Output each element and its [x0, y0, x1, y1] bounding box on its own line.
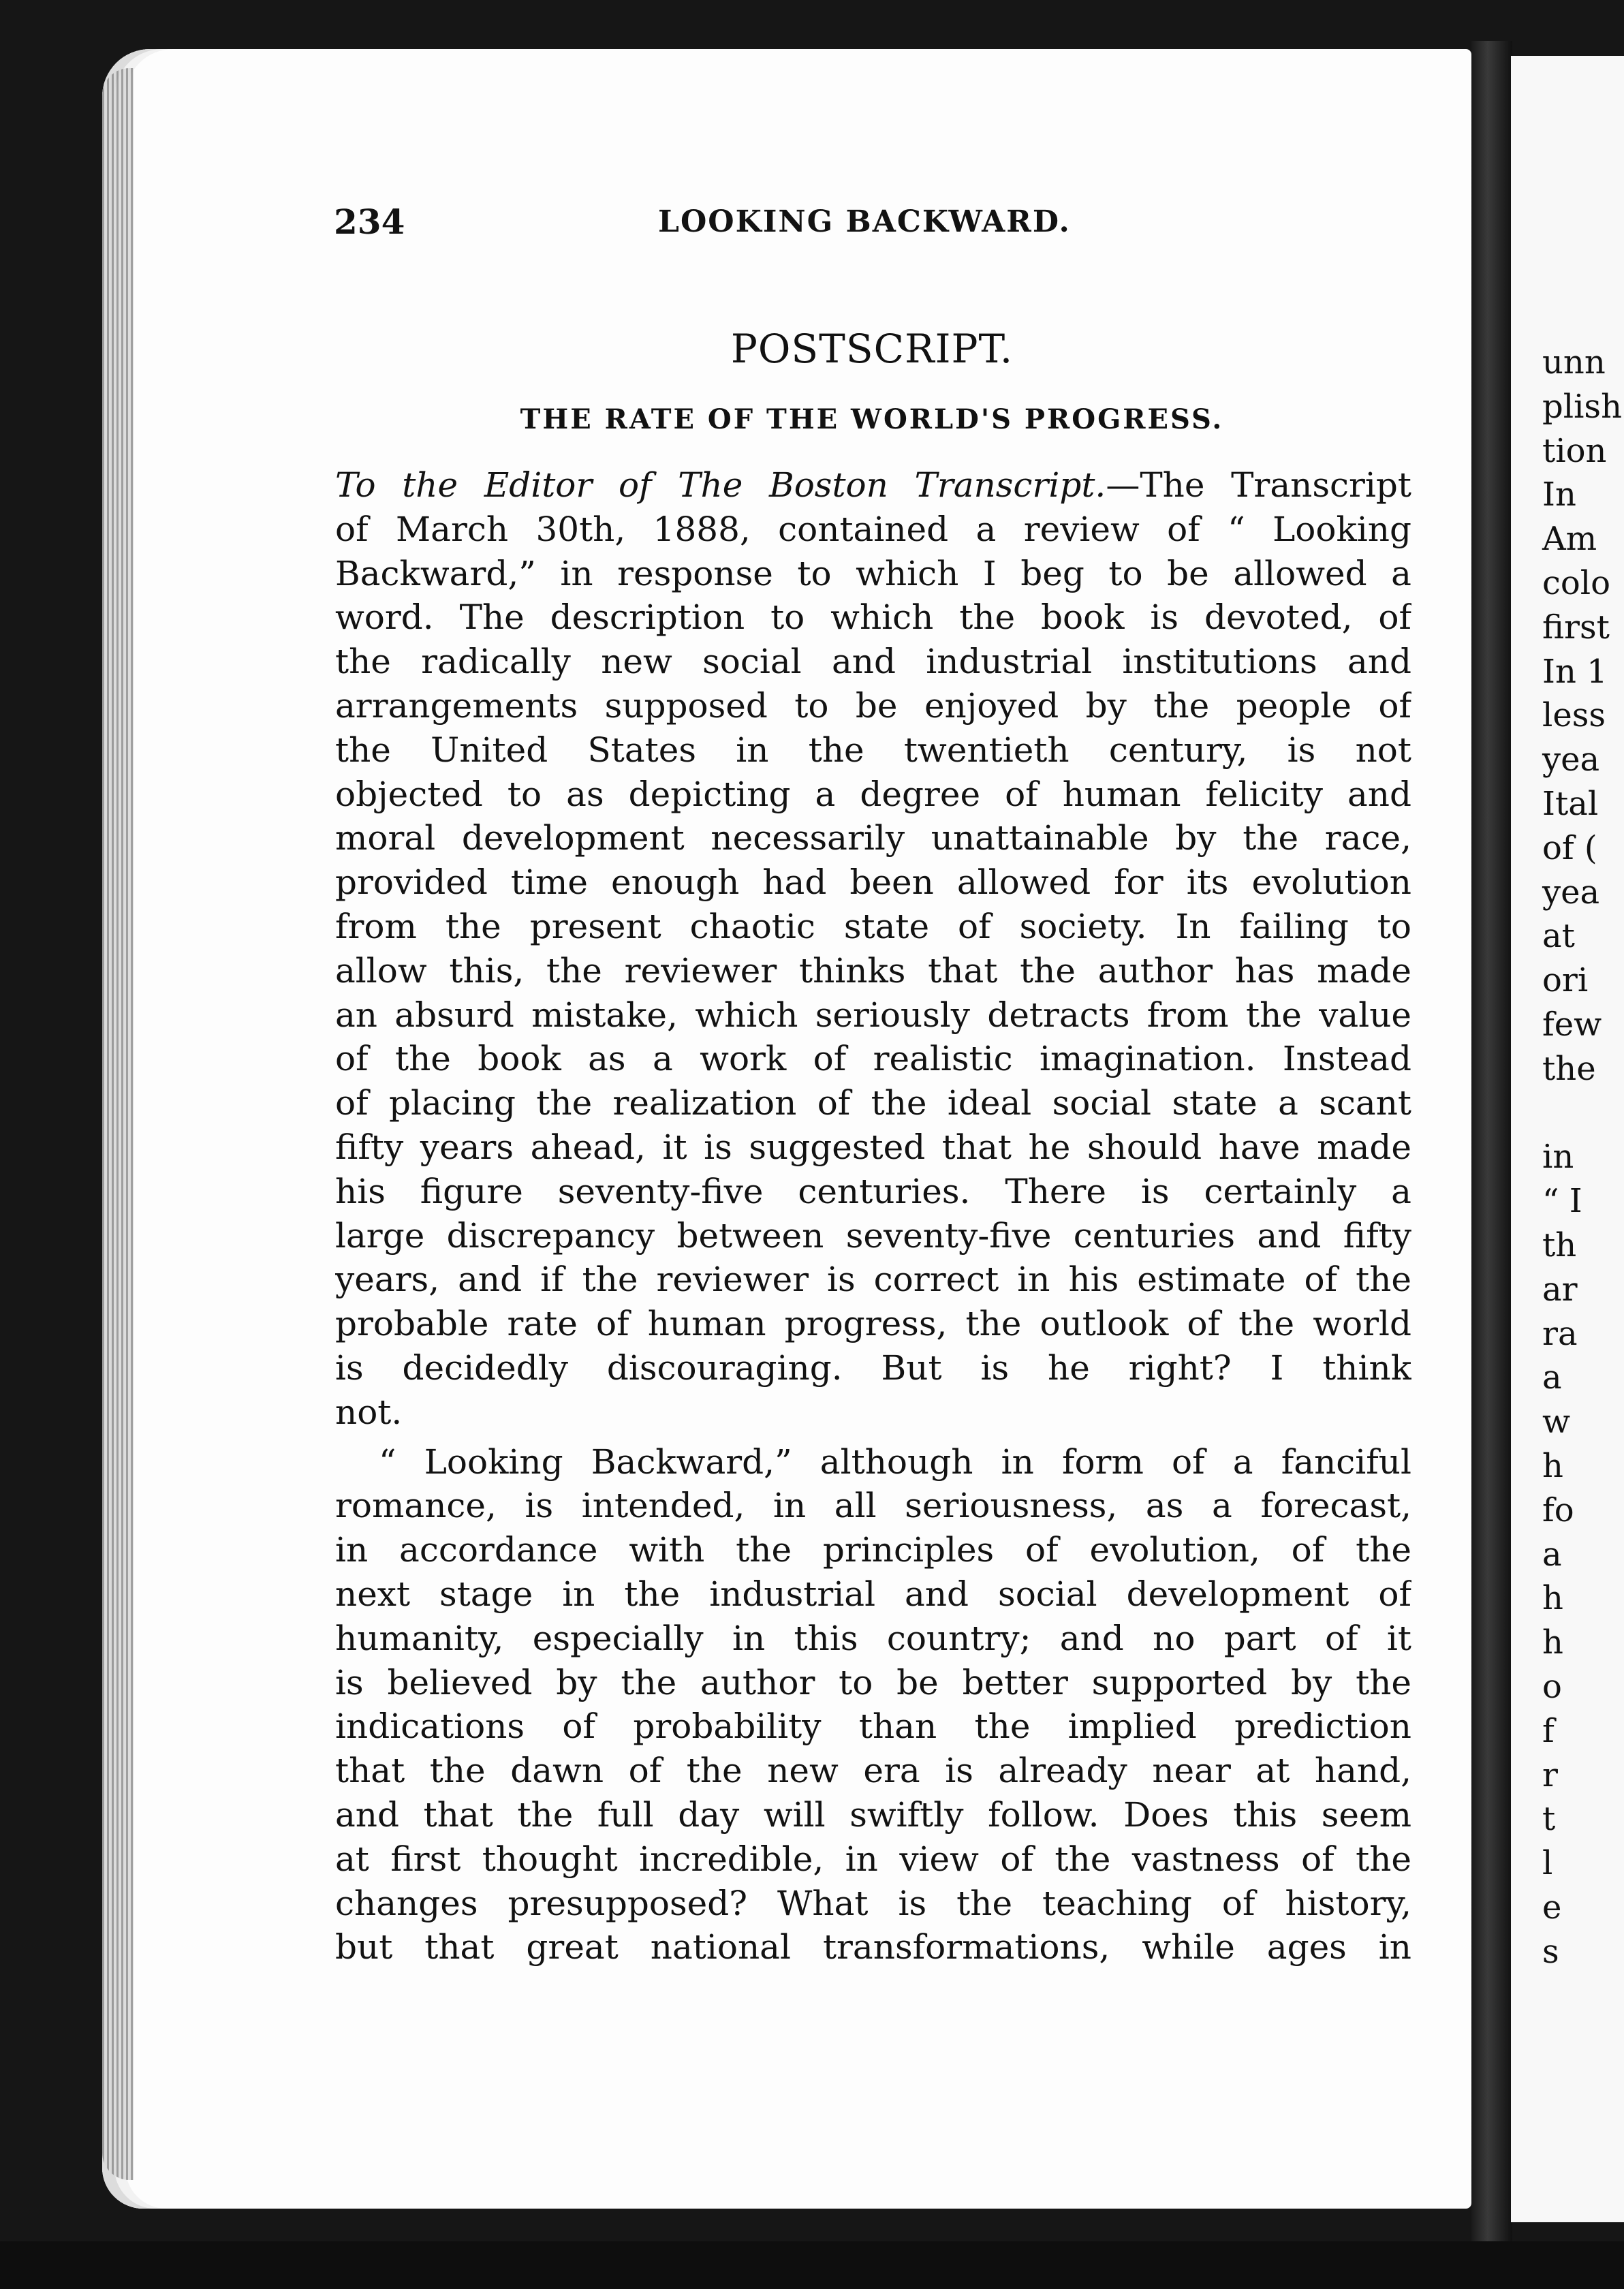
facing-page-line: fo: [1542, 1491, 1574, 1529]
section-subtitle: THE RATE OF THE WORLD'S PROGRESS.: [520, 403, 1224, 435]
facing-page-line: of (: [1542, 828, 1597, 867]
text-line: romance, is intended, in all seriousness, as a forecast,: [335, 1486, 1411, 1526]
facing-page-line: tion: [1542, 431, 1607, 470]
facing-page-line: s: [1542, 1932, 1559, 1971]
text-line: word. The description to which the book is devoted, of: [335, 597, 1411, 638]
facing-page-line: f: [1542, 1711, 1555, 1750]
facing-page: [1511, 56, 1624, 2222]
text-line: indications of probability than the implied prediction: [335, 1707, 1411, 1747]
text-line: allow this, the reviewer thinks that the author has made: [335, 950, 1411, 991]
text-line: but that great national transformations, while ages in: [335, 1927, 1411, 1967]
facing-page-text: [1542, 341, 1622, 1974]
facing-page-line: a: [1542, 1535, 1562, 1574]
salutation: To the Editor of The Boston Transcript.: [335, 465, 1106, 505]
text-line-rest: —The Transcript: [1106, 465, 1411, 505]
text-line: changes presupposed? What is the teaching of history,: [335, 1883, 1411, 1923]
book-gutter: [1471, 41, 1512, 2248]
body-text: [335, 463, 1411, 1969]
text-line: of placing the realization of the ideal social state a scant: [335, 1083, 1411, 1123]
text-line: the radically new social and industrial institutions and: [335, 642, 1411, 682]
text-line: of March 30th, 1888, contained a review of “ Looking: [335, 509, 1411, 549]
section-title: POSTSCRIPT.: [730, 326, 1014, 372]
facing-page-line: few: [1542, 1005, 1602, 1044]
text-line: that the dawn of the new era is already near at hand,: [335, 1751, 1411, 1791]
text-line: his figure seventy-five centuries. There is certainly a: [335, 1171, 1411, 1211]
facing-page-line: Ital: [1542, 784, 1599, 823]
text-line: Backward,” in response to which I beg to be allowed a: [335, 553, 1411, 593]
facing-page-line: t: [1542, 1800, 1556, 1839]
text-line: large discrepancy between seventy-five centuries and fifty: [335, 1215, 1411, 1256]
text-line: and that the full day will swiftly follow. Does this seem: [335, 1794, 1411, 1835]
page-header: [334, 202, 1410, 249]
text-line: [335, 463, 1411, 508]
text-line: years, and if the reviewer is correct in his estimate of the: [335, 1260, 1411, 1300]
page-edges: [102, 68, 134, 2180]
facing-page-line: at: [1542, 917, 1575, 956]
facing-page-line: th: [1542, 1226, 1577, 1264]
facing-page-line: colo: [1542, 563, 1611, 602]
facing-page-line: h: [1542, 1623, 1563, 1662]
facing-page-line: In 1: [1542, 652, 1608, 691]
text-line: probable rate of human progress, the outlook of the world: [335, 1304, 1411, 1344]
facing-page-line: less: [1542, 696, 1606, 735]
facing-page-line: h: [1542, 1446, 1563, 1485]
text-line: provided time enough had been allowed for its evolution: [335, 862, 1411, 903]
facing-page-line: ar: [1542, 1270, 1578, 1309]
facing-page-line: “ I: [1542, 1182, 1582, 1221]
text-line: is decidedly discouraging. But is he right? I think: [335, 1348, 1411, 1388]
text-line: “ Looking Backward,” although in form of a fanciful: [379, 1442, 1411, 1482]
text-line: from the present chaotic state of society. In failing to: [335, 906, 1411, 946]
facing-page-line: o: [1542, 1667, 1562, 1706]
facing-page-line: r: [1542, 1756, 1558, 1794]
text-line: an absurd mistake, which seriously detracts from the value: [335, 995, 1411, 1035]
scan-bottom-edge: [0, 2241, 1624, 2289]
facing-page-line: the: [1542, 1049, 1596, 1088]
facing-page-line: e: [1542, 1888, 1562, 1927]
text-line: next stage in the industrial and social development of: [335, 1574, 1411, 1614]
text-line: of the book as a work of realistic imagination. Instead: [335, 1039, 1411, 1079]
facing-page-line: ra: [1542, 1314, 1578, 1353]
facing-page-line: unn: [1542, 343, 1606, 382]
facing-page-line: ori: [1542, 961, 1589, 1000]
facing-page-line: Am: [1542, 520, 1597, 559]
facing-page-line: h: [1542, 1579, 1563, 1618]
facing-page-line: In: [1542, 476, 1576, 514]
facing-page-line: first: [1542, 608, 1610, 647]
text-line: in accordance with the principles of evolution, of the: [335, 1530, 1411, 1570]
facing-page-line: w: [1542, 1403, 1571, 1442]
text-line: is believed by the author to be better supported by the: [335, 1662, 1411, 1702]
page-number: 234: [334, 202, 405, 242]
facing-page-line: yea: [1542, 873, 1600, 912]
facing-page-line: a: [1542, 1358, 1562, 1397]
text-line: moral development necessarily unattainable by the race,: [335, 818, 1411, 858]
running-head: LOOKING BACKWARD.: [658, 204, 1071, 239]
facing-page-line: [1542, 1091, 1622, 1136]
facing-page-line: in: [1542, 1138, 1574, 1177]
text-line: fifty years ahead, it is suggested that he should have made: [335, 1127, 1411, 1167]
text-line: not.: [335, 1392, 403, 1432]
text-line: humanity, especially in this country; and no part of it: [335, 1618, 1411, 1658]
text-line: arrangements supposed to be enjoyed by the people of: [335, 685, 1411, 726]
facing-page-line: plish: [1542, 387, 1622, 426]
facing-page-line: yea: [1542, 741, 1600, 779]
text-line: the United States in the twentieth century, is not: [335, 730, 1411, 770]
text-line: at first thought incredible, in view of the vastness of the: [335, 1839, 1411, 1879]
text-line: objected to as depicting a degree of human felicity and: [335, 774, 1411, 814]
facing-page-line: l: [1542, 1844, 1553, 1883]
